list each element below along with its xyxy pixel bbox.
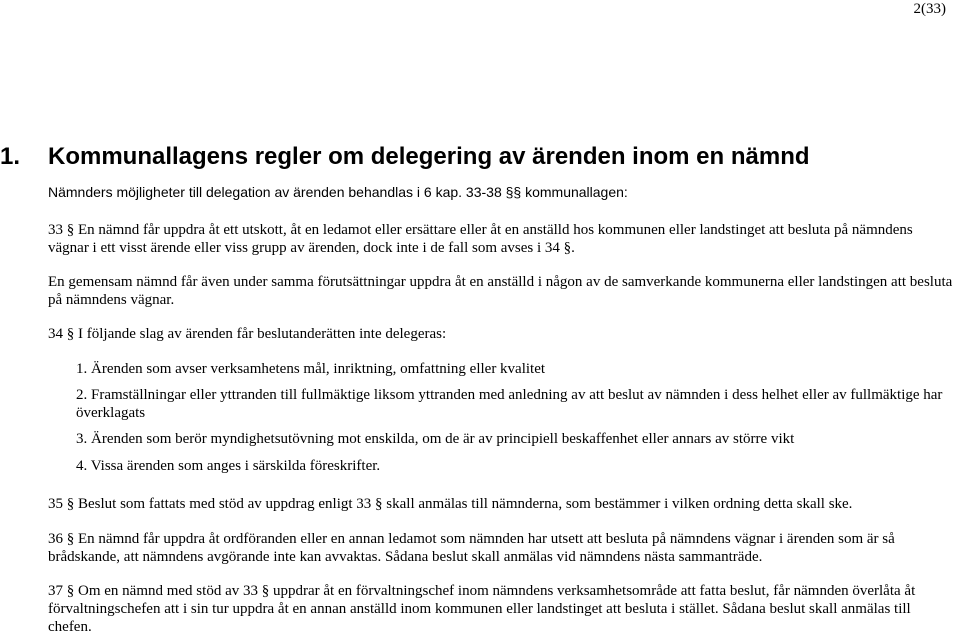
paragraph-33-joint-committee: En gemensam nämnd får även under samma förutsättningar uppdra åt en anställd i någon av de samverkande kommunerna eller landstingen att besluta på nämndens vägnar.	[48, 274, 953, 308]
list-item-4: 4. Vissa ärenden som anges i särskilda föreskrifter.	[76, 458, 381, 474]
paragraph-34: 34 § I följande slag av ärenden får beslutanderätten inte delegeras:	[48, 326, 447, 342]
page-number: 2(33)	[913, 1, 946, 17]
list-item-1: 1. Ärenden som avser verksamhetens mål, inriktning, omfattning eller kvalitet	[76, 361, 546, 377]
list-item-3: 3. Ärenden som berör myndighetsutövning mot enskilda, om de är av principiell beskaffenhet eller annars av större vikt	[76, 431, 795, 447]
list-item-2: 2. Framställningar eller yttranden till fullmäktige liksom yttranden med anledning av att beslut av nämnden i dess helhet eller av fullmäktige har överklagats	[76, 387, 943, 421]
paragraph-36: 36 § En nämnd får uppdra åt ordföranden eller en annan ledamot som nämnden har utsett att besluta på nämndens vägnar i ärenden som är så brådskande, att nämndens avgörande inte kan avvaktas. Sådana beslut skall anmälas vid nämndens nästa sammanträde.	[48, 531, 895, 565]
section-heading	[0, 142, 810, 172]
section-number: 1.	[0, 143, 21, 170]
section-title: Kommunallagens regler om delegering av ärenden inom en nämnd	[48, 143, 810, 170]
paragraph-35: 35 § Beslut som fattats med stöd av uppdrag enligt 33 § skall anmälas till nämnderna, som bestämmer i vilken ordning detta skall ske.	[48, 496, 853, 512]
paragraph-33: 33 § En nämnd får uppdra åt ett utskott, åt en ledamot eller ersättare eller åt en anställd hos kommunen eller landstinget att besluta på nämndens vägnar i ett visst ärende eller viss grupp av ärenden, dock inte i de fall som avses i 34 §.	[48, 222, 913, 256]
paragraph-37: 37 § Om en nämnd med stöd av 33 § uppdrar åt en förvaltningschef inom nämndens verksamhetsområde att fatta beslut, får nämnden överlåta åt förvaltningschefen att i sin tur uppdra åt en annan anställd inom kommunen eller landstinget att besluta i stället. Sådana beslut skall anmälas till chefen.	[48, 583, 916, 635]
intro-text: Nämnders möjligheter till delegation av ärenden behandlas i 6 kap. 33-38 §§ kommunallagen:	[48, 184, 628, 200]
